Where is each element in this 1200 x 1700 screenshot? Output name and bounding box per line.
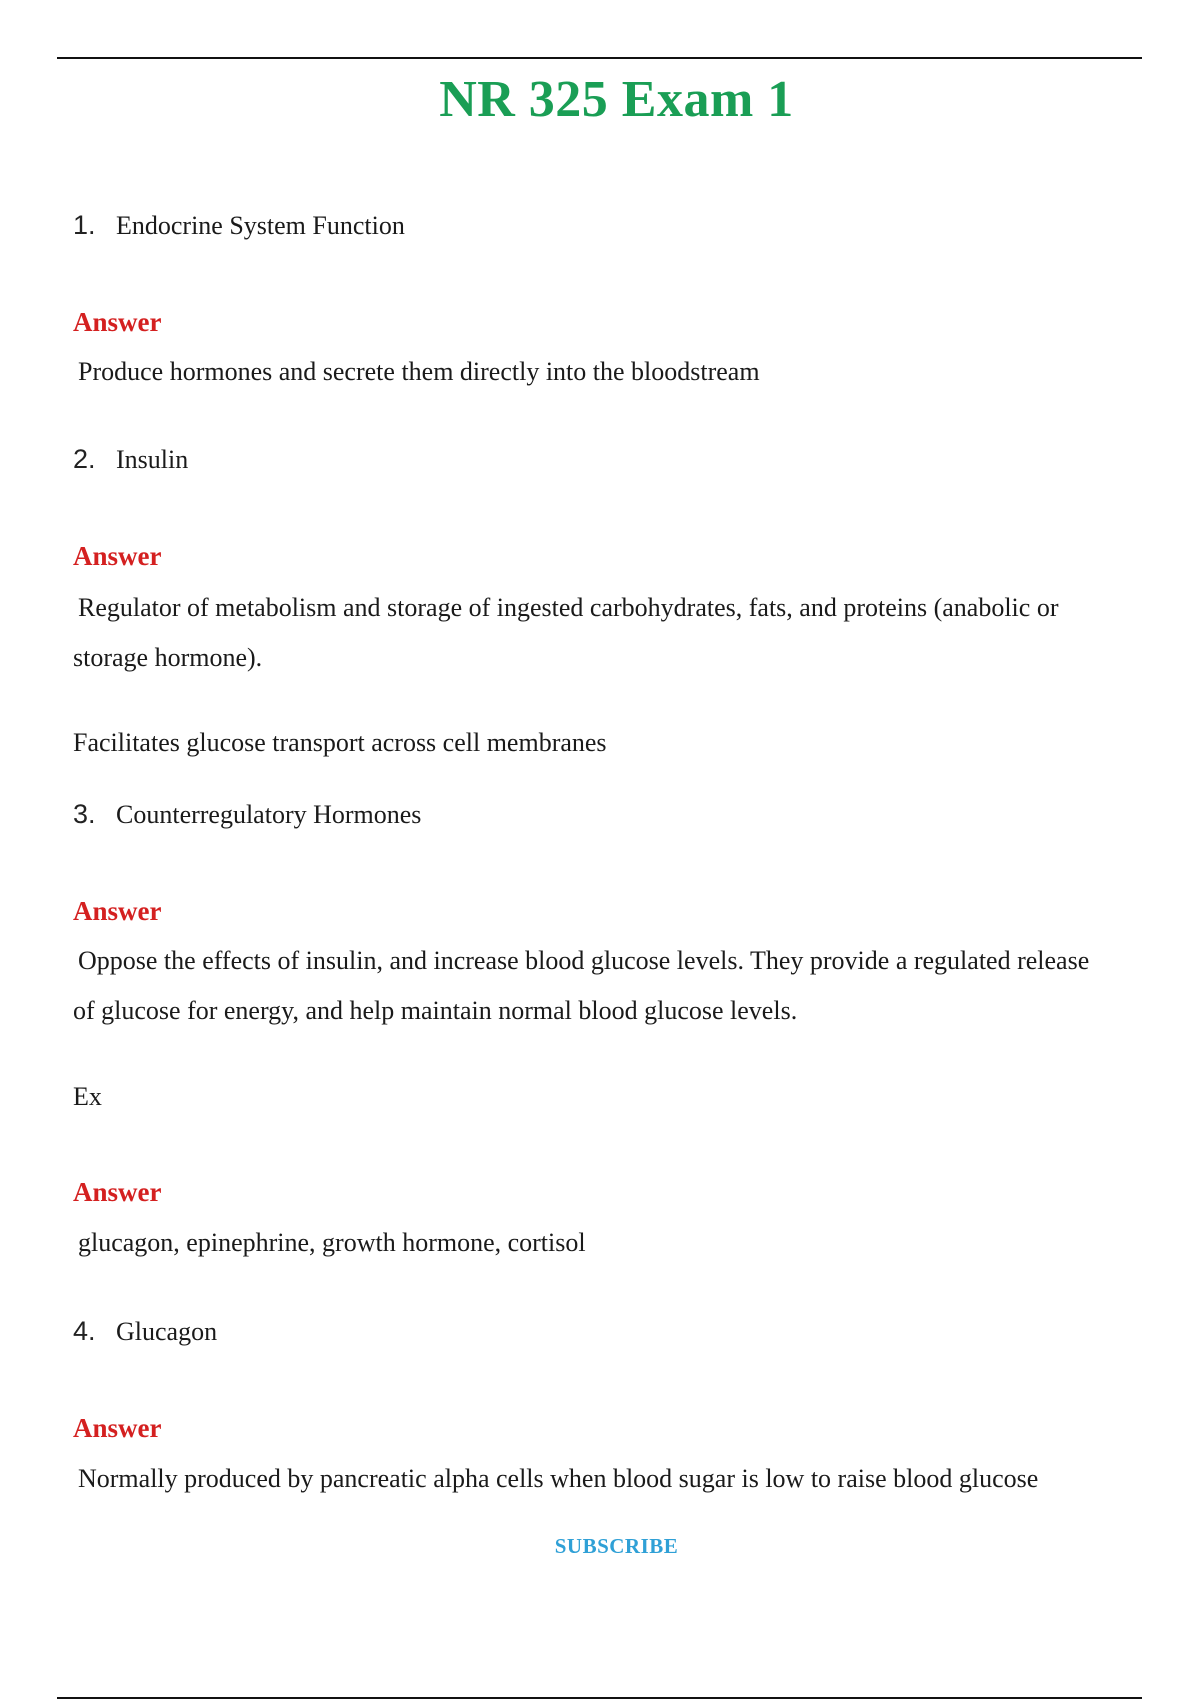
question-2 <box>73 444 188 475</box>
answer-label: Answer <box>73 1413 162 1443</box>
question-number: 3. <box>73 799 96 829</box>
answer-label: Answer <box>73 1177 162 1207</box>
answer-label: Answer <box>73 307 162 337</box>
answer-text: Normally produced by pancreatic alpha cells when blood sugar is low to raise blood glucose <box>78 1464 1039 1493</box>
answer-text: Produce hormones and secrete them directly into the bloodstream <box>78 357 760 386</box>
question-text: Counterregulatory Hormones <box>116 800 422 829</box>
answer-label: Answer <box>73 541 162 571</box>
question-number: 1. <box>73 210 96 240</box>
page-title: NR 325 Exam 1 <box>439 71 794 128</box>
subscribe-link[interactable]: SUBSCRIBE <box>554 1534 679 1558</box>
answer-extra-text: Facilitates glucose transport across cell membranes <box>73 728 607 757</box>
question-number: 4. <box>73 1316 96 1346</box>
answer-text: Oppose the effects of insulin, and increase blood glucose levels. They provide a regulated release of glucose for energy, and help maintain normal blood glucose levels. <box>73 946 1090 1025</box>
bottom-divider <box>57 1697 1142 1699</box>
answer-text: glucagon, epinephrine, growth hormone, cortisol <box>78 1228 586 1257</box>
question-text: Endocrine System Function <box>116 211 405 240</box>
top-divider <box>57 57 1142 59</box>
question-3 <box>73 799 421 830</box>
question-1 <box>73 210 405 241</box>
question-text: Insulin <box>116 445 189 474</box>
answer-example-label: Ex <box>73 1082 102 1111</box>
question-text: Glucagon <box>116 1317 218 1346</box>
answer-text: Regulator of metabolism and storage of ingested carbohydrates, fats, and proteins (anabolic or storage hormone). <box>73 593 1059 672</box>
question-4 <box>73 1316 217 1347</box>
answer-label: Answer <box>73 896 162 926</box>
question-number: 2. <box>73 444 96 474</box>
